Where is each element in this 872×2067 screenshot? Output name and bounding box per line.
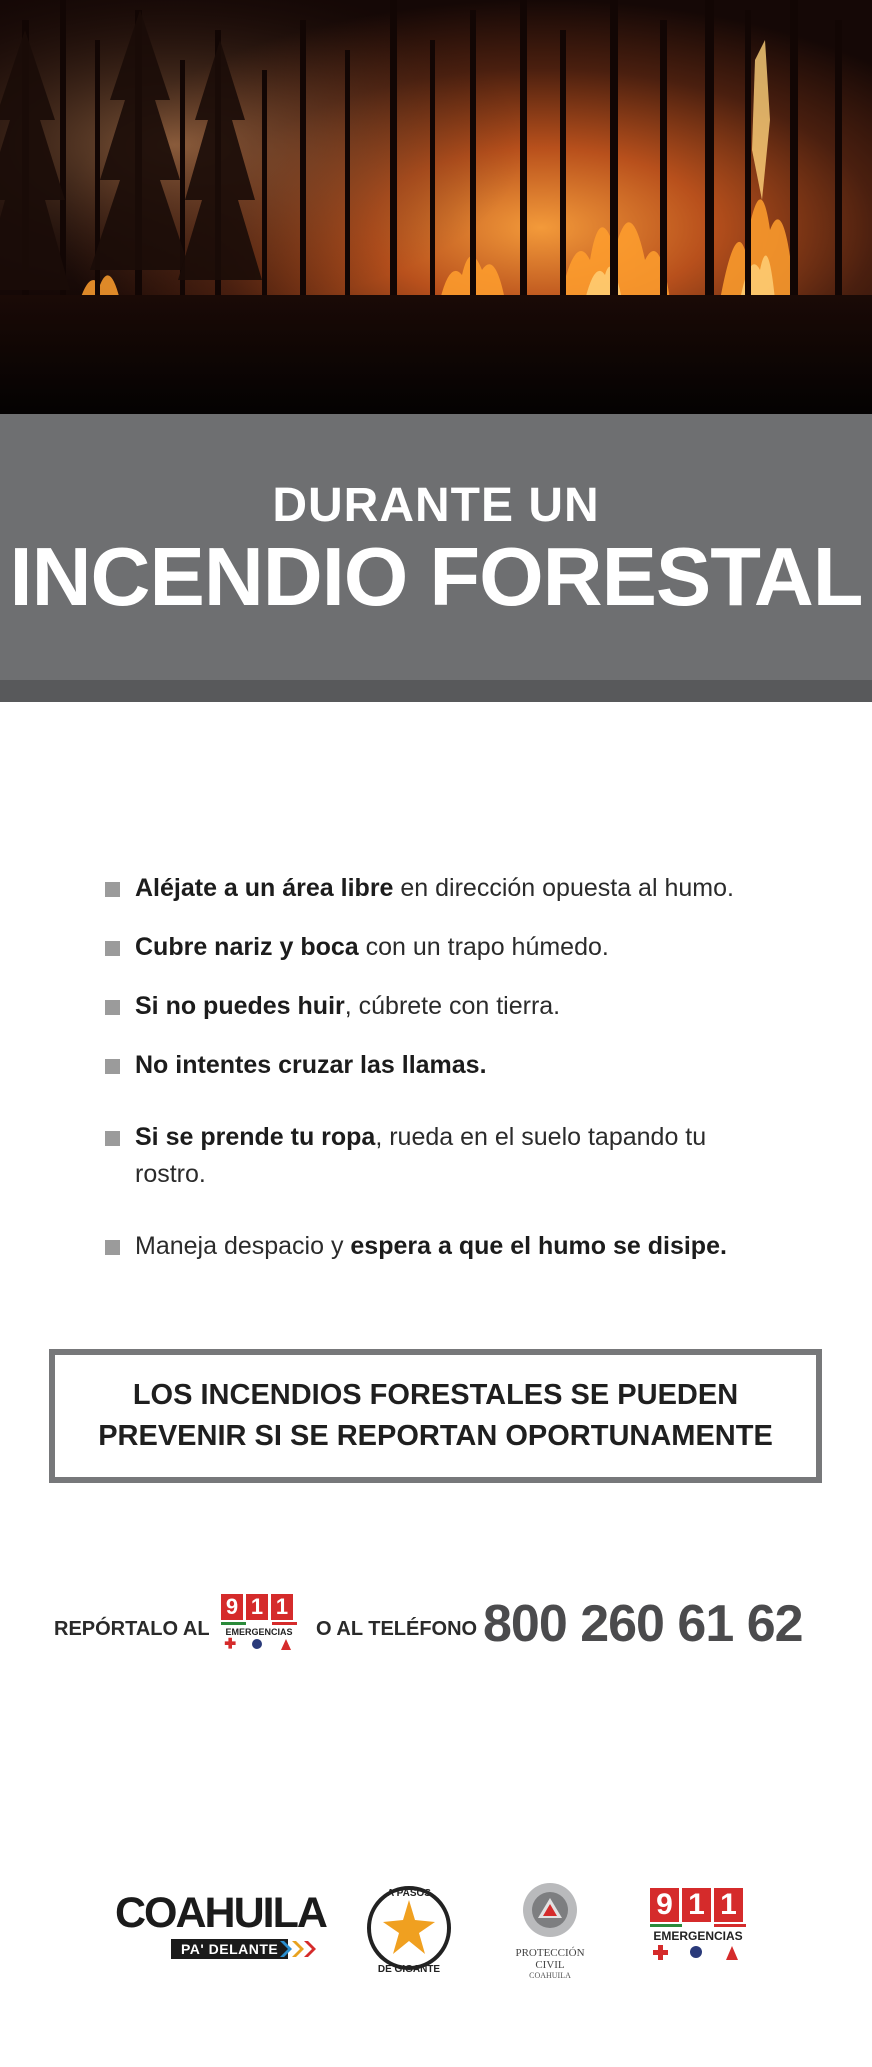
- a-pasos-de-gigante-seal: [364, 1878, 454, 1978]
- digit: 1: [714, 1888, 743, 1922]
- report-line: [54, 1594, 834, 1664]
- bullet-square-icon: [105, 1059, 120, 1074]
- bullet-square-icon: [105, 1131, 120, 1146]
- digit: 1: [271, 1594, 293, 1620]
- seal-text-bottom: DE GIGANTE: [377, 1964, 441, 1975]
- list-item: [105, 988, 785, 1025]
- tip-text: en dirección opuesta al humo.: [393, 874, 734, 902]
- tricolor-bar: [221, 1622, 297, 1625]
- notice-line-2: PREVENIR SI SE REPORTAN OPORTUNAMENTE: [98, 1420, 773, 1452]
- report-label: REPÓRTALO AL: [54, 1618, 210, 1640]
- coahuila-tagline: PA' DELANTE: [171, 1939, 288, 1959]
- footer-logos: [0, 1870, 872, 1980]
- tricolor-bar: [650, 1924, 746, 1927]
- emergency-911-logo-footer: [650, 1888, 746, 1966]
- emergency-services-icons: [221, 1637, 293, 1651]
- tip-bold: No intentes cruzar las llamas.: [135, 1051, 487, 1079]
- civil-protection-emblem-icon: [520, 1880, 580, 1940]
- 911-label: EMERGENCIAS: [225, 1627, 293, 1637]
- tip-bold: Si se prende tu ropa: [135, 1123, 376, 1151]
- tip-text: Maneja despacio y: [135, 1232, 351, 1260]
- list-item: [105, 870, 785, 907]
- digit: 9: [221, 1594, 243, 1620]
- emergency-services-icons: [650, 1943, 742, 1961]
- safety-tips-list: [105, 870, 785, 1265]
- notice-line-1: LOS INCENDIOS FORESTALES SE PUEDEN: [132, 1379, 739, 1411]
- phone-label: O AL TELÉFONO: [316, 1618, 478, 1640]
- digit: 1: [246, 1594, 268, 1620]
- list-item: [105, 1228, 785, 1265]
- title-band-strip: [0, 680, 872, 702]
- 911-digits: [221, 1594, 297, 1620]
- tip-bold: Cubre nariz y boca: [135, 933, 359, 961]
- proteccion-civil-title: PROTECCIÓN CIVIL: [515, 1947, 585, 1971]
- list-item: [105, 1119, 755, 1193]
- bullet-square-icon: [105, 1240, 120, 1255]
- forest-fire-illustration: [0, 0, 872, 414]
- tip-text: , cúbrete con tierra.: [344, 992, 561, 1020]
- bullet-square-icon: [105, 941, 120, 956]
- seal-text-top: A PASOS: [387, 1888, 431, 1899]
- coahuila-logo: [115, 1889, 326, 1967]
- title-line-1: DURANTE UN: [272, 479, 600, 532]
- tip-bold: Aléjate a un área libre: [135, 874, 394, 902]
- tip-text: , rueda en el suelo tapando tu rostro.: [135, 1123, 707, 1188]
- title-line-2: INCENDIO FORESTAL: [9, 530, 863, 623]
- tip-bold: Si no puedes huir: [135, 992, 345, 1020]
- 911-digits: [650, 1888, 746, 1922]
- prevention-notice-box: [49, 1349, 822, 1483]
- phone-number: 800 260 61 62: [483, 1595, 803, 1653]
- proteccion-civil-logo: [500, 1880, 600, 1980]
- digit: 1: [682, 1888, 711, 1922]
- bullet-square-icon: [105, 882, 120, 897]
- list-item: [105, 1047, 785, 1084]
- 911-label: EMERGENCIAS: [653, 1929, 743, 1943]
- forest-fire-photo: [0, 0, 872, 414]
- a-pasos-de-gigante-logo: [364, 1878, 454, 1983]
- proteccion-civil-state: COAHUILA: [529, 1971, 571, 1980]
- emergency-911-logo: [221, 1594, 297, 1656]
- list-item: [105, 929, 785, 966]
- digit: 9: [650, 1888, 679, 1922]
- tip-text: con un trapo húmedo.: [358, 933, 609, 961]
- coahuila-wordmark: COAHUILA: [115, 1889, 326, 1937]
- chevrons-icon: [280, 1939, 320, 1959]
- bullet-square-icon: [105, 1000, 120, 1015]
- tip-bold: espera a que el humo se disipe.: [350, 1232, 727, 1260]
